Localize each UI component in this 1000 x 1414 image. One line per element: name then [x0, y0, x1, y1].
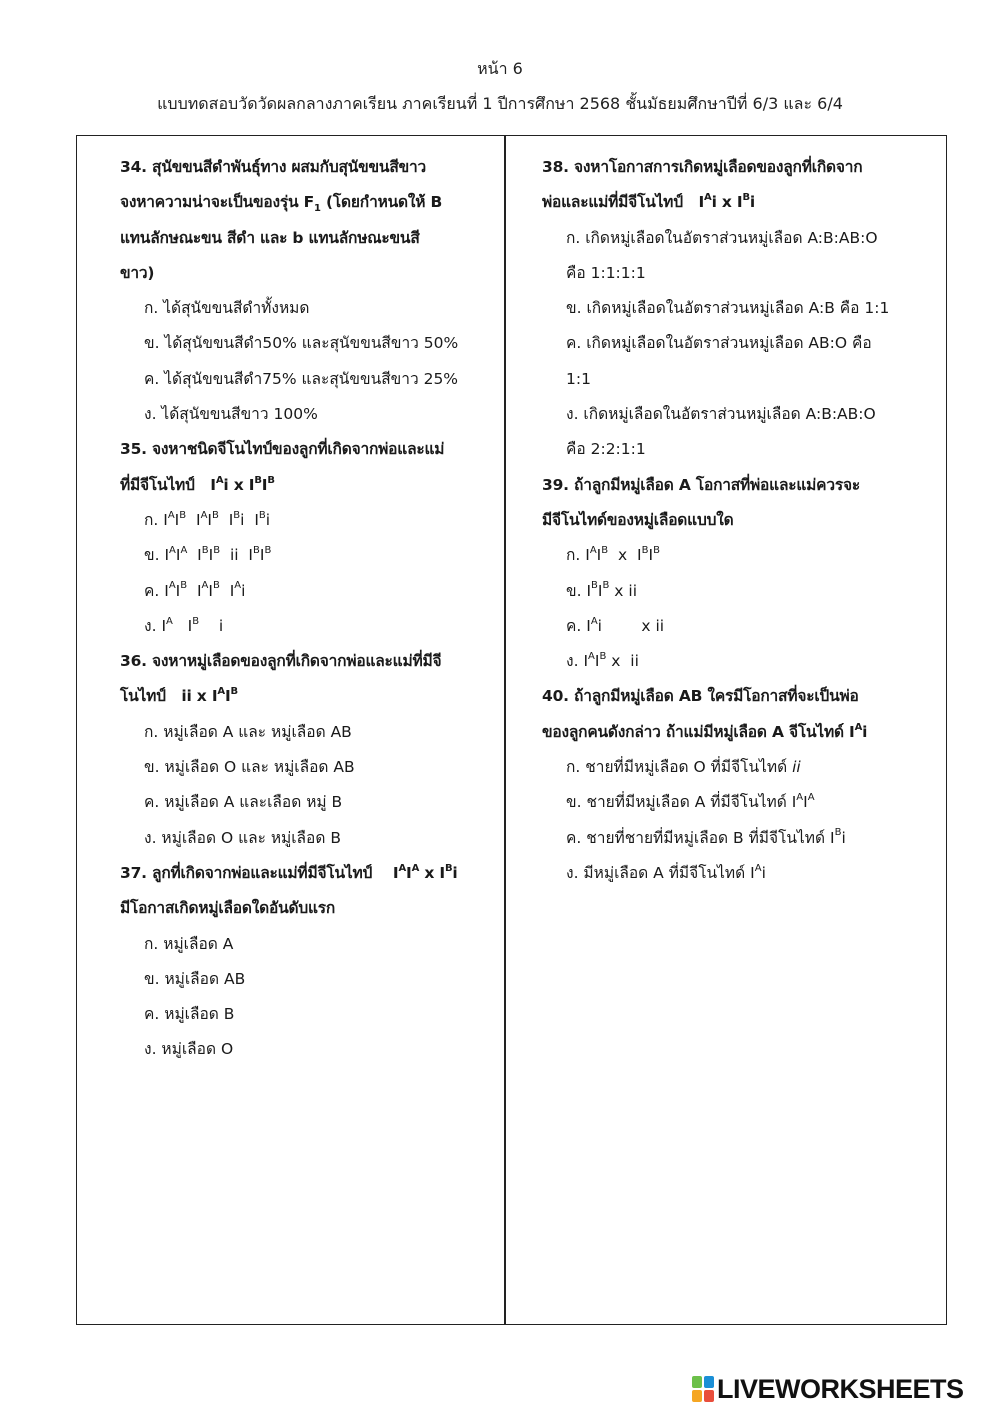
q34-line1: 34. สุนัขขนสีดำพันธุ์ทาง ผสมกับสุนัขขนสีขาว [120, 158, 426, 176]
liveworksheets-logo-text: LIVEWORKSHEETS [717, 1373, 964, 1404]
q35-option-a: ก. $I^AI^B$ $I^AI^B$ $I^Bi$ $I^Bi$ [144, 509, 271, 529]
q36-option-b: ข. หมู่เลือด O และ หมู่เลือด AB [144, 758, 355, 777]
right-column [542, 150, 937, 891]
q40-option-a: ก. ชายที่มีหมู่เลือด O ที่มีจีโนไทด์ ii [566, 758, 801, 777]
q40-line2: ของลูกคนดังกล่าว ถ้าแม่มีหมู่เลือด A จีโนไทด์ $I^Ai$ [542, 721, 868, 741]
q34-option-c: ค. ได้สุนัขขนสีดำ75% และสุนัขขนสีขาว 25% [144, 369, 459, 388]
q40-option-b: ข. ชายที่มีหมู่เลือด A ที่มีจีโนไทด์ $I^AI^A$ [566, 792, 815, 812]
q34-option-a: ก. ได้สุนัขขนสีดำทั้งหมด [144, 299, 310, 318]
q38-option-a-cont: คือ 1:1:1:1 [566, 263, 646, 282]
q37-option-b: ข. หมู่เลือด AB [144, 969, 246, 988]
exam-subtitle: แบบทดสอบวัดวัดผลกลางภาคเรียน ภาคเรียนที่ 1 ปีการศึกษา 2568 ชั้นมัธยมศึกษาปีที่ 6/3 และ 6/4 [157, 94, 843, 113]
q38-option-d-cont: คือ 2:2:1:1 [566, 440, 646, 459]
q36-line2: โนไทป์ ii x $I^AI^B$ [120, 686, 238, 706]
liveworksheets-logo-icon [692, 1376, 714, 1402]
q35-option-b: ข. $I^AI^A$ $I^BI^B$ ii $I^BI^B$ [144, 545, 272, 565]
q39-option-d: ง. $I^AI^B$ x ii [566, 651, 639, 671]
q34-option-b: ข. ได้สุนัขขนสีดำ50% และสุนัขขนสีขาว 50% [144, 334, 459, 353]
q39-option-a: ก. $I^AI^B$ x $I^BI^B$ [566, 545, 660, 565]
page-number: หน้า 6 [477, 59, 523, 78]
q37-line1: 37. ลูกที่เกิดจากพ่อและแม่ที่มีจีโนไทป์ $I^AI^A$ x $I^Bi$ [120, 862, 458, 882]
q38-line2: พ่อและแม่ที่มีจีโนไทป์ $I^Ai$ x $I^Bi$ [542, 192, 756, 212]
left-column [120, 150, 492, 1068]
q39-line1: 39. ถ้าลูกมีหมู่เลือด A โอกาสที่พ่อและแม่ควรจะ [542, 475, 860, 494]
q34-line2: จงหาความน่าจะเป็นของรุ่น $F_1$ (โดยกำหนดให้ B [120, 193, 443, 215]
q38-option-c-cont: 1:1 [566, 369, 591, 388]
q39-option-c: ค. $I^Ai$ x ii [566, 615, 665, 635]
q34-option-d: ง. ได้สุนัขขนสีขาว 100% [144, 405, 318, 424]
q39-option-b: ข. $I^BI^B$ x ii [566, 580, 638, 600]
q40-option-c: ค. ชายที่ชายที่มีหมู่เลือด B ที่มีจีโนไทด์ $I^Bi$ [566, 827, 846, 847]
q34-line4: ขาว) [120, 263, 155, 282]
q36-option-d: ง. หมู่เลือด O และ หมู่เลือด B [144, 828, 341, 847]
q37-option-c: ค. หมู่เลือด B [144, 1005, 235, 1024]
q38-option-c: ค. เกิดหมู่เลือดในอัตราส่วนหมู่เลือด AB:O คือ [566, 334, 872, 353]
q34-line3: แทนลักษณะขน สีดำ และ b แทนลักษณะขนสี [120, 228, 420, 247]
q40-line1: 40. ถ้าลูกมีหมู่เลือด AB ใครมีโอกาสที่จะเป็นพ่อ [542, 687, 859, 706]
q38-option-b: ข. เกิดหมู่เลือดในอัตราส่วนหมู่เลือด A:B คือ 1:1 [566, 299, 890, 318]
q36-option-a: ก. หมู่เลือด A และ หมู่เลือด AB [144, 722, 352, 741]
q38-line1: 38. จงหาโอกาสการเกิดหมู่เลือดของลูกที่เกิดจาก [542, 158, 863, 176]
liveworksheets-logo[interactable] [692, 1373, 964, 1405]
q40-option-d: ง. มีหมู่เลือด A ที่มีจีโนไทด์ $I^Ai$ [566, 862, 766, 882]
column-divider [504, 135, 506, 1325]
q35-line1: 35. จงหาชนิดจีโนไทป์ของลูกที่เกิดจากพ่อและแม่ [120, 440, 445, 459]
q35-option-c: ค. $I^AI^B$ $I^AI^B$ $I^Ai$ [144, 580, 246, 600]
q35-line2: ที่มีจีโนไทป์ $I^Ai$ x $I^BI^B$ [120, 474, 275, 494]
q36-option-c: ค. หมู่เลือด A และเลือด หมู่ B [144, 793, 343, 812]
q38-option-a: ก. เกิดหมู่เลือดในอัตราส่วนหมู่เลือด A:B:AB:O [566, 228, 878, 247]
q37-option-a: ก. หมู่เลือด A [144, 934, 234, 953]
q35-option-d: ง. $I^A$ $I^B$ i [144, 615, 224, 635]
q38-option-d: ง. เกิดหมู่เลือดในอัตราส่วนหมู่เลือด A:B:AB:O [566, 405, 876, 424]
q37-line2: มีโอกาสเกิดหมู่เลือดใดอันดับแรก [120, 899, 336, 918]
q36-line1: 36. จงหาหมู่เลือดของลูกที่เกิดจากพ่อและแม่ที่มีจี [120, 652, 442, 671]
q39-line2: มีจีโนไทด์ของหมู่เลือดแบบใด [542, 510, 734, 529]
q37-option-d: ง. หมู่เลือด O [144, 1040, 234, 1059]
